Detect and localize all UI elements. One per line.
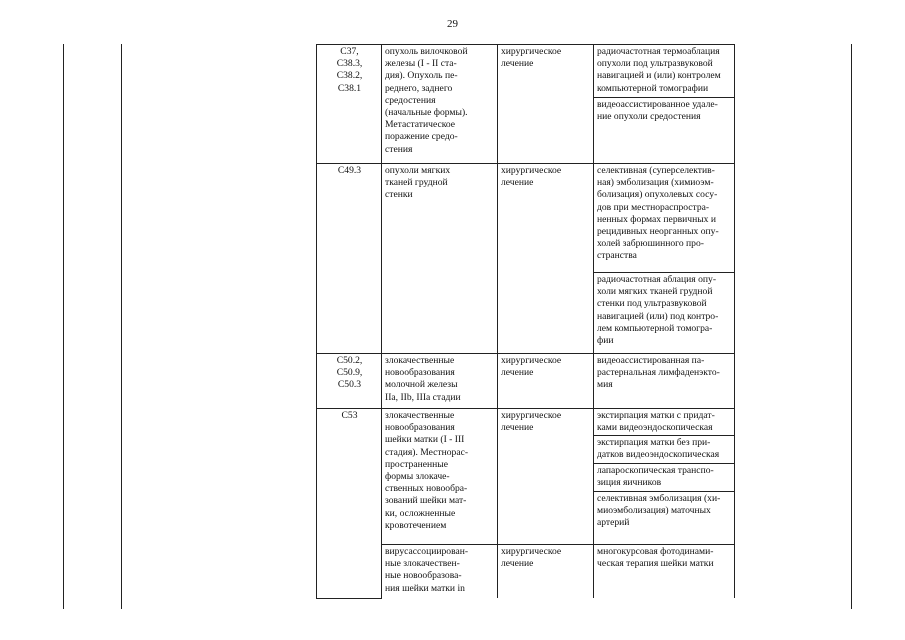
margin-line-inner-left (121, 44, 122, 609)
margin-line-left (63, 44, 64, 609)
table-row (317, 354, 735, 409)
page-number: 29 (447, 18, 458, 30)
method-cell: селективная (суперселектив- ная) эмболизация (химиоэм- болизация) опухолевых сосу- дов при местнораспростра- ненных формах первичных и рецидивных неорганных опу- холей забрюшинного про- странства (594, 164, 735, 273)
icd-code-cell: С53 (317, 409, 382, 599)
diagnosis-cell: вирусассоциирован- ные злокачествен- ные новообразова- ния шейки матки in (382, 545, 498, 599)
method-cell: многокурсовая фотодинами- ческая терапия шейки матки (594, 545, 735, 599)
treatment-type-cell: хирургическое лечение (498, 545, 594, 599)
treatment-type-cell: хирургическое лечение (498, 354, 594, 409)
method-cell: экстирпация матки без при- датков видеоэндоскопическая (594, 436, 735, 464)
medical-services-table (316, 44, 735, 599)
treatment-type-cell: хирургическое лечение (498, 164, 594, 354)
diagnosis-cell: опухоли мягких тканей грудной стенки (382, 164, 498, 354)
treatment-type-cell: хирургическое лечение (498, 409, 594, 545)
method-cell: видеоассистированное удале- ние опухоли средостения (594, 98, 735, 164)
table-row (317, 164, 735, 273)
icd-code-cell: С49.3 (317, 164, 382, 354)
table-row (317, 409, 735, 436)
method-cell: селективная эмболизация (хи- миоэмболизация) маточных артерий (594, 492, 735, 545)
margin-line-right (851, 44, 852, 609)
table-row (317, 45, 735, 98)
diagnosis-cell: злокачественные новообразования молочной железы IIa, IIb, IIIa стадии (382, 354, 498, 409)
treatment-type-cell: хирургическое лечение (498, 45, 594, 164)
method-cell: видеоассистированная па- растернальная лимфаденэкто- мия (594, 354, 735, 409)
icd-code-cell: С50.2, С50.9, С50.3 (317, 354, 382, 409)
diagnosis-cell: опухоль вилочковой железы (I - II ста- дия). Опухоль пе- реднего, заднего средостения (начальные формы). Метастатическое поражение средо- стения (382, 45, 498, 164)
diagnosis-cell: злокачественные новообразования шейки матки (I - III стадия). Местнорас- пространенные формы злокаче- ственных новообра- зований шейки мат- ки, осложненные кровотечением (382, 409, 498, 545)
method-cell: экстирпация матки с придат- ками видеоэндоскопическая (594, 409, 735, 436)
method-cell: радиочастотная аблация опу- холи мягких тканей грудной стенки под ультразвуковой навигацией (или) под контро- лем компьютерной томогра- фии (594, 273, 735, 354)
icd-code-cell: С37, С38.3, С38.2, С38.1 (317, 45, 382, 164)
method-cell: радиочастотная термоаблация опухоли под ультразвуковой навигацией и (или) контролем компьютерной томографии (594, 45, 735, 98)
method-cell: лапароскопическая транспо- зиция яичников (594, 464, 735, 492)
